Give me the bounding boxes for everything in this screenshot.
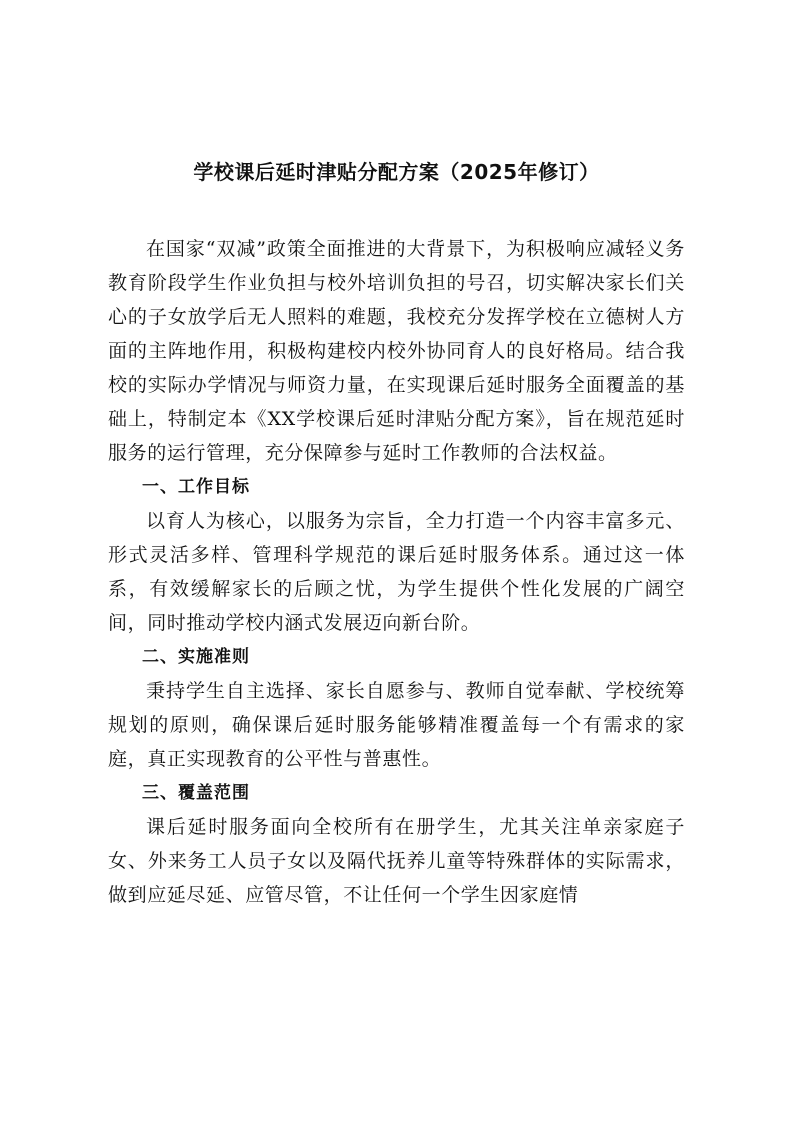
section-heading-scope: 三、覆盖范围	[142, 783, 250, 803]
document-body	[108, 232, 685, 912]
section-paragraph-scope: 课后延时服务面向全校所有在册学生，尤其关注单亲家庭子女、外来务工人员子女以及隔代抚养儿童等特殊群体的实际需求，做到应延尽延、应管尽管，不让任何一个学生因家庭情	[108, 816, 685, 906]
intro-paragraph: 在国家“双减”政策全面推进的大背景下，为积极响应减轻义务教育阶段学生作业负担与校外培训负担的号召，切实解决家长们关心的子女放学后无人照料的难题，我校充分发挥学校在立德树人方面的主阵地作用，积极构建校内校外协同育人的良好格局。结合我校的实际办学情况与师资力量，在实现课后延时服务全面覆盖的基础上，特制定本《XX学校课后延时津贴分配方案》，旨在规范延时服务的运行管理，充分保障参与延时工作教师的合法权益。	[108, 238, 685, 464]
document-title: 学校课后延时津贴分配方案（2025年修订）	[193, 160, 600, 184]
section-heading-goals: 一、工作目标	[142, 477, 250, 497]
section-heading-principles: 二、实施准则	[142, 647, 250, 667]
section-paragraph-principles: 秉持学生自主选择、家长自愿参与、教师自觉奉献、学校统筹规划的原则，确保课后延时服务能够精准覆盖每一个有需求的家庭，真正实现教育的公平性与普惠性。	[108, 680, 685, 770]
section-paragraph-goals: 以育人为核心，以服务为宗旨，全力打造一个内容丰富多元、形式灵活多样、管理科学规范的课后延时服务体系。通过这一体系，有效缓解家长的后顾之忧，为学生提供个性化发展的广阔空间，同时推动学校内涵式发展迈向新台阶。	[108, 510, 685, 634]
